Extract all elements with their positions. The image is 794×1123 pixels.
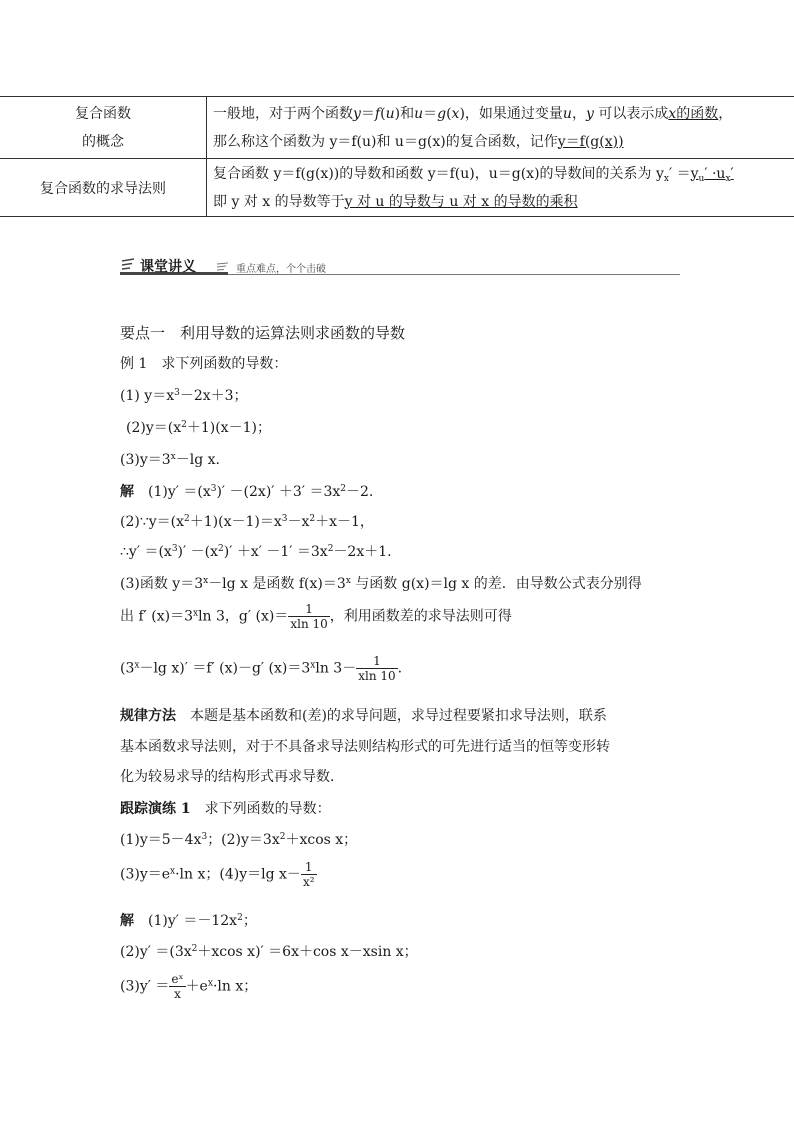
table-body-cell (207, 97, 794, 159)
method-line: 基本函数求导法则，对于不具备求导法则结构形式的可先进行适当的恒等变形转 (120, 739, 610, 755)
solution-line: (3)函数 $y=3^x-\lg$ x 是函数 $f(x)=3^x$ 与函数 g(x)＝lg x 的差．由导数公式表分别得 (120, 576, 642, 592)
solution-line: 解 $(1)y' =(x^3)' -(2x)' +3' =3x^2-2$. (120, 484, 374, 500)
solution-line: ∴y′ $=(x^3)' -(x^2)' +x' -1' =3x^2-2x+1$. (120, 544, 392, 560)
fraction: $\frac{1}{\text{x²}}$ (302, 860, 315, 889)
practice-solution-line: 解 $(1)y' =-12x^2$； (120, 913, 257, 929)
example-item: (1) $y=x^3-2x+3$； (120, 388, 248, 404)
practice-heading: 跟踪演练 1 求下列函数的导数： (120, 801, 331, 817)
solution-line: ($3^x-\lg$ x)′ ＝f′ (x)－g′ $(x)=3^x\ln$ 3－ $\frac{1}{xln 10}$ . (120, 654, 403, 683)
table-body-cell (207, 159, 794, 217)
fraction: $\frac{\text{eˣ}}{x}$ (171, 972, 184, 1001)
example-item: $(3)y=3^x-\lg$ x. (120, 452, 220, 468)
banner-lines-icon (120, 258, 136, 272)
concept-table (0, 96, 794, 217)
section-subtitle: 重点难点，个个击破 (236, 264, 326, 275)
table-header-cell: 复合函数的求导法则 (0, 159, 207, 217)
practice-solution-line: $(2)y' =(3x^2+xcos$ x)′ ＝6x＋cos x－xsin x； (120, 944, 418, 960)
banner-lines-small-icon (216, 262, 232, 272)
table-row (0, 97, 794, 159)
table-header-cell (0, 97, 207, 159)
point-heading: 要点一 利用导数的运算法则求函数的导数 (120, 324, 406, 342)
section-title: 课堂讲义 (140, 259, 196, 275)
fraction: $\frac{1}{xln 10}$ (290, 602, 328, 631)
table-row (0, 159, 794, 217)
method-line: 规律方法 本题是基本函数和(差)的求导问题，求导过程要紧扣求导法则，联系 (120, 708, 607, 724)
fraction: $\frac{1}{xln 10}$ (358, 654, 396, 683)
solution-line: $(2)\because y=(x^2+1)(x-1)=x^3-x^2+x-1$， (120, 514, 374, 530)
header-line: 的概念 (82, 133, 124, 150)
body-line: 那么称这个函数为 y＝f(u)和 u＝g(x)的复合函数，记作y＝f(g(x)) (213, 133, 624, 150)
body-line: 即 y 对 x 的导数等于y 对 u 的导数与 u 对 x 的导数的乘积 (213, 193, 578, 210)
practice-solution-line: (3)y′ ＝ $\frac{\text{eˣ}}{x}$ $+e^x\cdot\ln$ x； (120, 972, 258, 1001)
solution-line: 出 f′ $(x)=3^x\ln$ 3，g′ (x)＝ $\frac{1}{xln 10}$ ，利用函数差的求导法则可得 (120, 602, 512, 631)
method-line: 化为较易求导的结构形式再求导数． (120, 769, 344, 785)
example-item: $(2)y=(x^2+1)(x-1)$； (126, 420, 271, 436)
header-line: 复合函数 (75, 105, 131, 122)
practice-item: $(1)y=5-4x^3$；$(2)y=3x^2+xcos$ x； (120, 832, 358, 848)
example-heading: 例 1 求下列函数的导数： (120, 356, 288, 372)
body-line: 复合函数 y＝f(g(x))的导数和函数 y＝f(u)，u＝g(x)的导数间的关系为 $y_x' =y_u' \cdot u_x'$ (213, 165, 734, 184)
practice-item: $(3)y=e^x\cdot\ln$ x；(4)y＝lg x－ $\frac{1}{\text{x²}}$ (120, 860, 315, 889)
body-line: 一般地，对于两个函数y＝f(u)和u＝g(x)，如果通过变量u，y 可以表示成x的函数， (213, 105, 733, 122)
